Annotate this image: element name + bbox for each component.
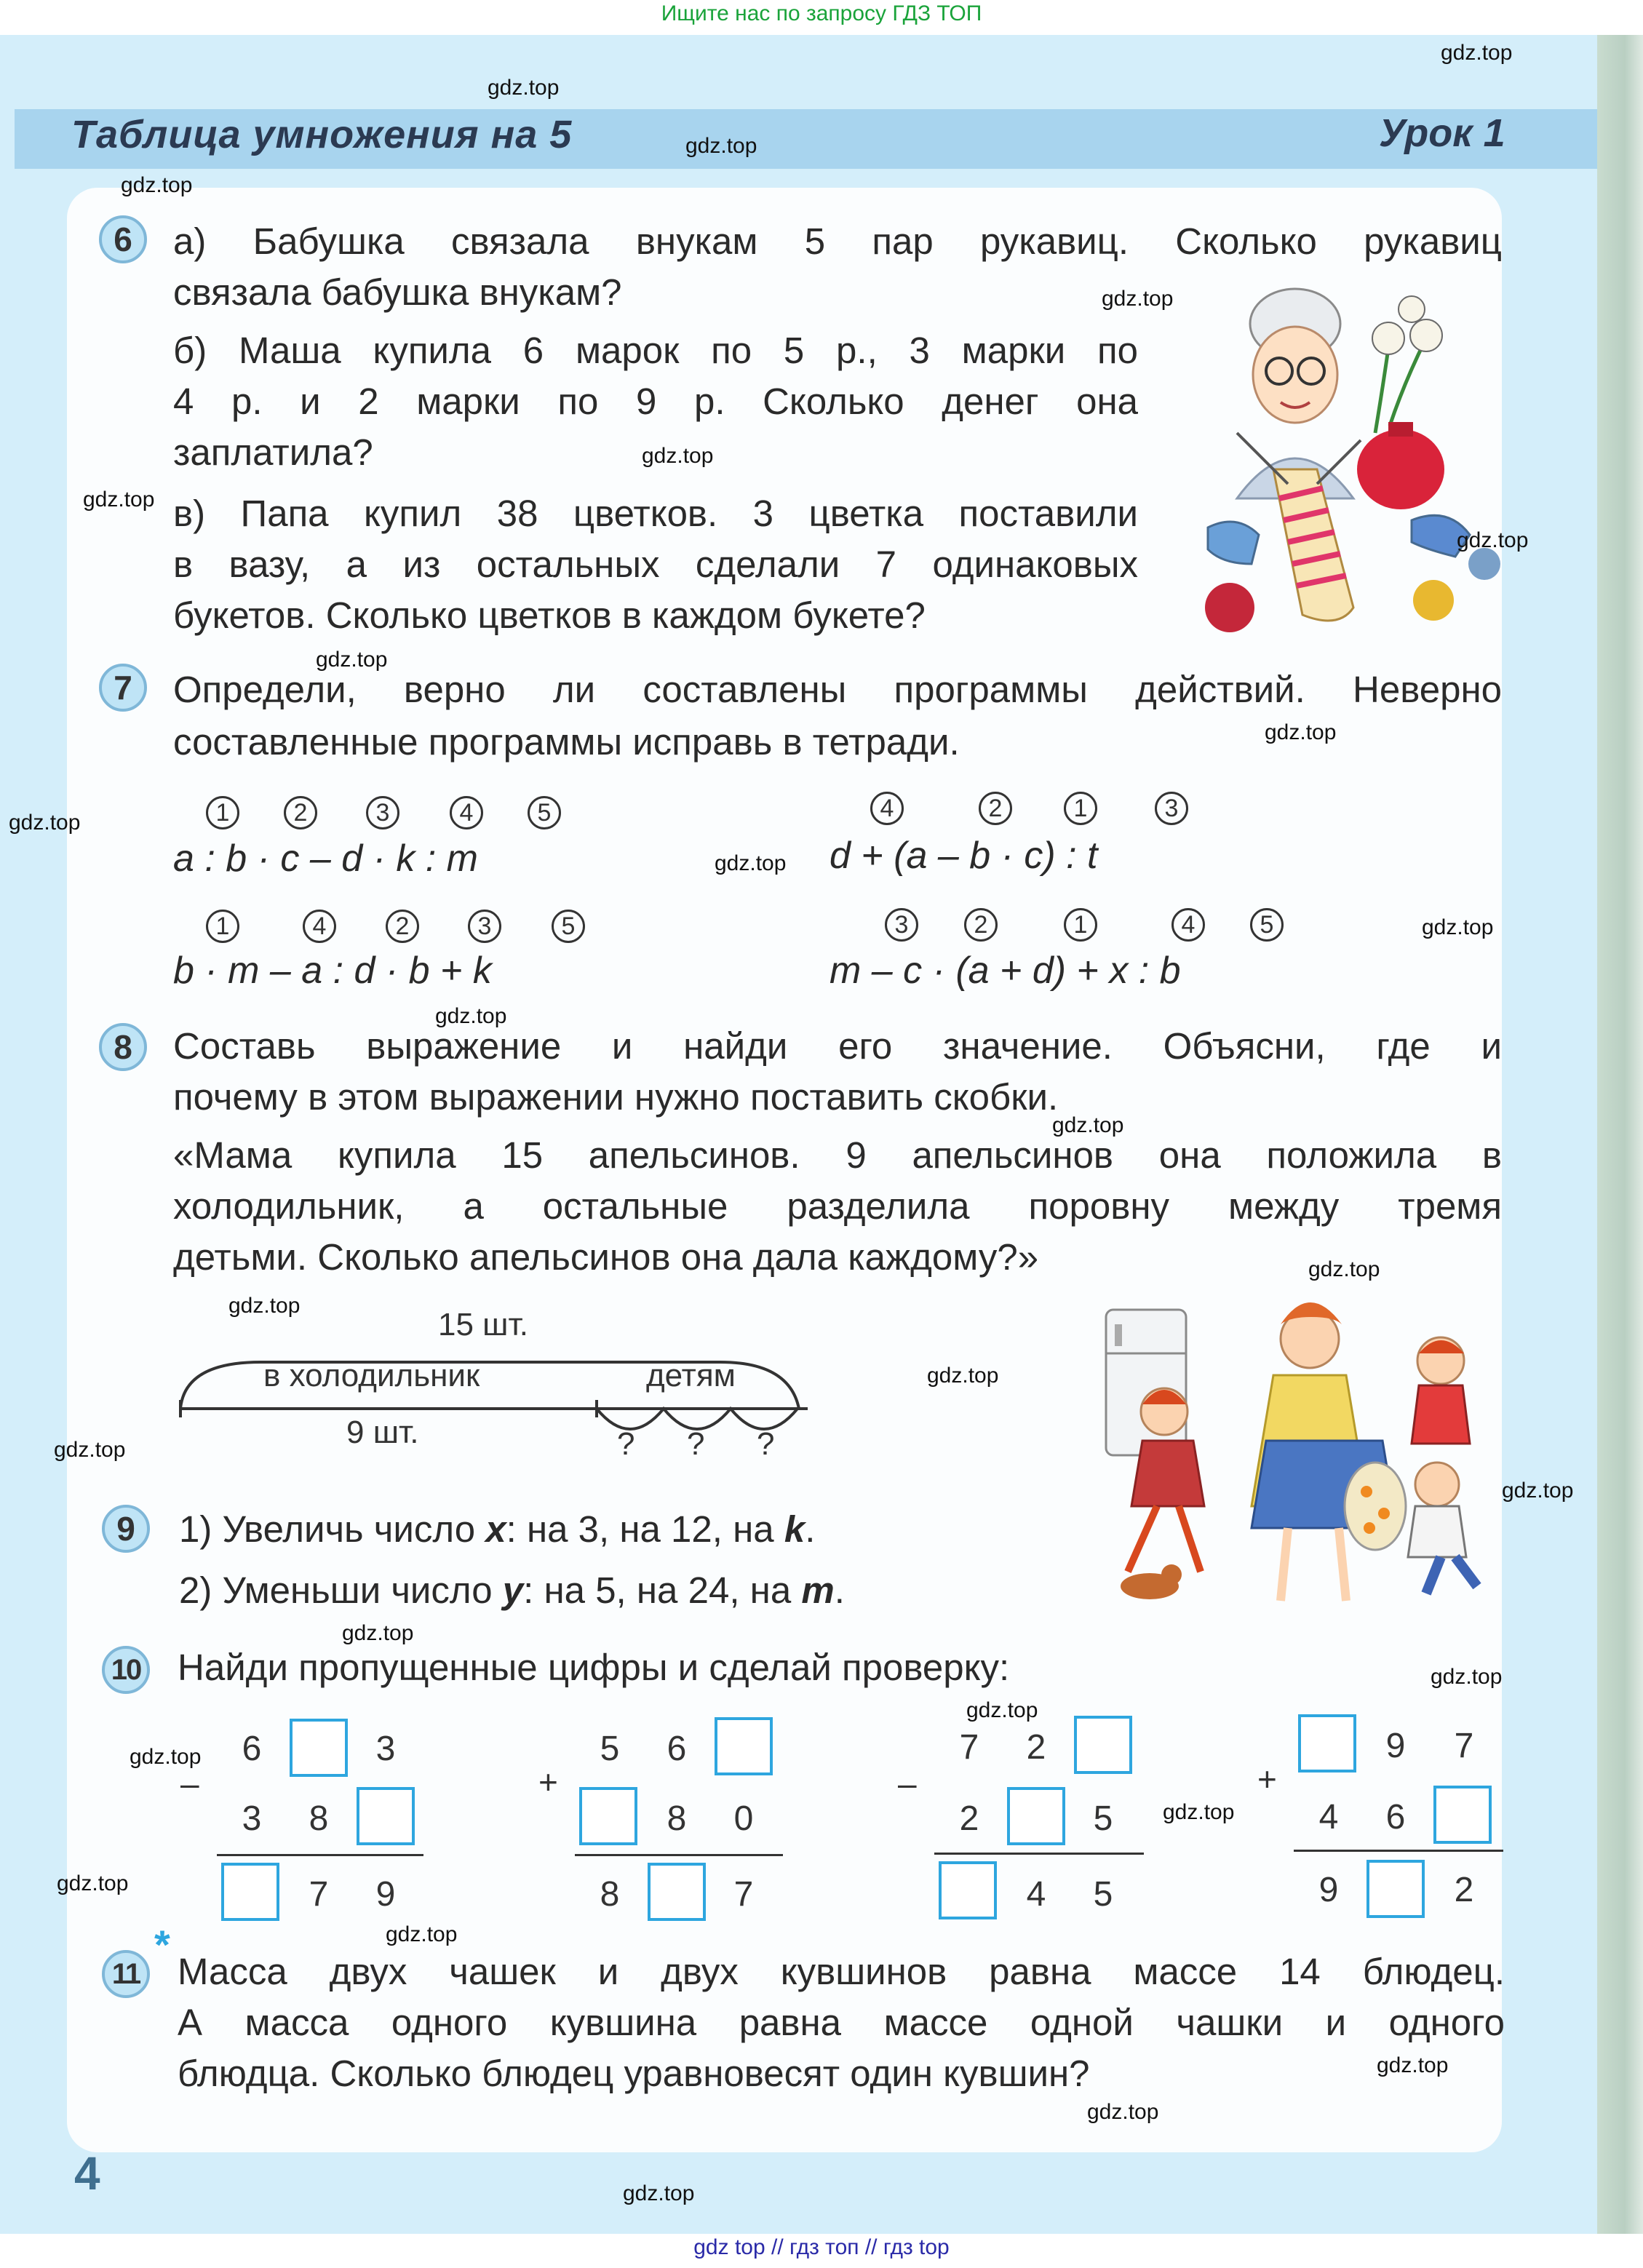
task-7-line2: составленные программы исправь в тетради. [173, 721, 960, 763]
watermark: gdz.top [1502, 1479, 1574, 1503]
task-8-line2: почему в этом выражении нужно поставить скобки. [173, 1076, 1059, 1118]
task-6a-line2: связала бабушка внукам? [173, 271, 622, 313]
task-6b-line1: б) Маша купила 6 марок по 5 р., 3 марки по [173, 330, 1138, 371]
order-marker: 3 [885, 908, 918, 942]
top-note: Ищите нас по запросу ГДЗ ТОП [661, 1, 982, 25]
task-8-quote-line1: «Мама купила 15 апельсинов. 9 апельсинов она положила в [173, 1134, 1502, 1176]
watermark: gdz.top [623, 2181, 695, 2205]
missing-digit-box[interactable] [290, 1719, 348, 1777]
program-expression-4: m – c · (a + d) + x : b [830, 950, 1181, 992]
task-9-line1-text: 1) Увеличь число [179, 1508, 486, 1550]
digit: 7 [309, 1875, 329, 1914]
period: . [805, 1508, 816, 1550]
watermark: gdz.top [1377, 2053, 1449, 2077]
star-mark: * [154, 1922, 170, 1967]
plus-sign: + [538, 1763, 558, 1801]
watermark: gdz.top [228, 1294, 301, 1318]
sum-line [934, 1853, 1144, 1855]
program-expression-3: b · m – a : d · b + k [173, 950, 492, 992]
order-marker: 2 [964, 908, 998, 942]
mother-children-illustration [1099, 1295, 1506, 1615]
missing-digit-box[interactable] [357, 1787, 415, 1845]
order-marker: 1 [1064, 792, 1097, 825]
page-number: 4 [74, 2147, 100, 2200]
watermark: gdz.top [966, 1698, 1038, 1722]
watermark: gdz.top [386, 1922, 458, 1946]
digit: 8 [600, 1875, 620, 1914]
missing-digit-box[interactable] [1074, 1716, 1132, 1774]
digit: 7 [1454, 1727, 1474, 1765]
scheme-question-mark: ? [757, 1426, 775, 1462]
digit: 2 [1026, 1728, 1046, 1767]
watermark: gdz.top [9, 811, 81, 835]
watermark: gdz.top [435, 1004, 507, 1028]
task-9-line1 [179, 1503, 815, 1555]
digit: 8 [309, 1799, 329, 1838]
order-marker: 4 [870, 792, 904, 825]
order-marker: 4 [450, 796, 483, 829]
task-6b-line2: 4 р. и 2 марки по 9 р. Сколько денег она [173, 381, 1138, 422]
grandma-knitting-illustration [1193, 280, 1513, 644]
watermark: gdz.top [1163, 1800, 1235, 1824]
digit: 6 [667, 1730, 687, 1768]
order-marker: 2 [979, 792, 1012, 825]
watermark: gdz.top [642, 444, 714, 468]
watermark: gdz.top [1441, 41, 1513, 65]
watermark: gdz.top [130, 1745, 202, 1769]
task-9-line2-values: : на 5, на 24, на [523, 1569, 802, 1611]
order-marker: 4 [1171, 908, 1205, 942]
task-8-quote-line2: холодильник, а остальные разделила поровну между тремя [173, 1185, 1502, 1227]
missing-digit-box[interactable] [1366, 1860, 1425, 1918]
digit: 2 [959, 1799, 979, 1838]
missing-digit-box[interactable] [1298, 1714, 1356, 1772]
task-9-badge: 9 [102, 1505, 150, 1553]
order-marker: 4 [303, 910, 336, 943]
watermark: gdz.top [488, 76, 560, 100]
page-title: Таблица умножения на 5 [71, 113, 573, 156]
variable-x: x [485, 1508, 506, 1550]
sum-line [575, 1854, 783, 1856]
minus-sign: – [898, 1764, 917, 1802]
watermark: gdz.top [1308, 1257, 1380, 1281]
order-marker: 5 [528, 796, 561, 829]
watermark: gdz.top [121, 173, 193, 197]
digit: 9 [1385, 1727, 1406, 1765]
watermark: gdz.top [1457, 528, 1529, 552]
variable-k: k [784, 1508, 805, 1550]
watermark: gdz.top [1052, 1113, 1124, 1137]
task-11-line3: блюдца. Сколько блюдец уравновесят один кувшин? [178, 2053, 1090, 2094]
task-9-line2-text: 2) Уменьши число [179, 1569, 503, 1611]
digit: 6 [242, 1730, 262, 1768]
missing-digit-box[interactable] [1007, 1787, 1065, 1845]
missing-digit-box[interactable] [715, 1717, 773, 1775]
watermark: gdz.top [1102, 287, 1174, 311]
digit: 4 [1026, 1875, 1046, 1914]
minus-sign: – [180, 1764, 199, 1802]
watermark: gdz.top [342, 1621, 414, 1645]
task-6c-line2: в вазу, а из остальных сделали 7 одинаковых [173, 544, 1138, 585]
digit: 5 [600, 1730, 620, 1768]
bottom-note: gdz top // гдз топ // гдз top [693, 2235, 950, 2259]
task-11-badge: 11 [102, 1950, 150, 1998]
task-6c-line1: в) Папа купил 38 цветков. 3 цветка поставили [173, 493, 1138, 534]
scheme-part2-label: детям [646, 1358, 736, 1393]
order-marker: 3 [468, 910, 501, 943]
order-marker: 2 [284, 796, 317, 829]
order-marker: 1 [206, 910, 239, 943]
digit: 9 [1318, 1871, 1339, 1909]
digit: 7 [733, 1875, 754, 1914]
order-marker: 1 [206, 796, 239, 829]
order-marker: 5 [552, 910, 585, 943]
task-10-text: Найди пропущенные цифры и сделай проверку: [178, 1647, 1010, 1688]
variable-m: m [801, 1569, 835, 1611]
watermark: gdz.top [57, 1871, 129, 1895]
task-6b-line3: заплатила? [173, 431, 373, 473]
plus-sign: + [1257, 1760, 1277, 1798]
digit: 6 [1385, 1798, 1406, 1837]
task-6c-line3: букетов. Сколько цветков в каждом букете? [173, 594, 926, 636]
digit: 9 [375, 1875, 396, 1914]
period: . [834, 1569, 845, 1611]
sum-line [217, 1854, 423, 1856]
watermark: gdz.top [1265, 720, 1337, 744]
task-10-badge: 10 [102, 1646, 150, 1694]
book-spine [1597, 35, 1643, 2234]
task-6a-line1: а) Бабушка связала внукам 5 пар рукавиц. Сколько рукавиц [173, 220, 1502, 262]
task-6-badge: 6 [99, 215, 147, 263]
watermark: gdz.top [685, 134, 757, 158]
task-11-line2: А масса одного кувшина равна массе одной чашки и одного [178, 2002, 1505, 2043]
digit: 7 [959, 1728, 979, 1767]
missing-digit-box[interactable] [939, 1861, 997, 1919]
watermark: gdz.top [1422, 915, 1494, 939]
digit: 5 [1093, 1875, 1113, 1914]
digit: 0 [733, 1799, 754, 1838]
digit: 8 [667, 1799, 687, 1838]
digit: 5 [1093, 1799, 1113, 1838]
missing-digit-box[interactable] [579, 1787, 637, 1845]
task-7-line1: Определи, верно ли составлены программы действий. Неверно [173, 669, 1502, 710]
digit: 3 [242, 1799, 262, 1838]
task-8-line1: Составь выражение и найди его значение. Объясни, где и [173, 1025, 1502, 1067]
order-marker: 5 [1250, 908, 1284, 942]
program-expression-1: a : b · c – d · k : m [173, 837, 478, 880]
watermark: gdz.top [715, 851, 787, 875]
task-8-badge: 8 [99, 1023, 147, 1071]
watermark: gdz.top [54, 1438, 126, 1462]
order-marker: 3 [1155, 792, 1188, 825]
digit: 3 [375, 1730, 396, 1768]
program-expression-2: d + (a – b · c) : t [830, 835, 1098, 877]
scheme-part1-label: в холодильник [263, 1358, 480, 1393]
task-7-badge: 7 [99, 664, 147, 712]
task-9-line2 [179, 1564, 845, 1616]
order-marker: 2 [386, 910, 419, 943]
scheme-question-mark: ? [687, 1426, 705, 1462]
missing-digit-box[interactable] [221, 1863, 279, 1921]
watermark: gdz.top [927, 1364, 999, 1388]
task-8-quote-line3: детьми. Сколько апельсинов она дала каждому?» [173, 1236, 1039, 1278]
order-marker: 3 [366, 796, 399, 829]
missing-digit-box[interactable] [648, 1863, 706, 1921]
scheme-total-label: 15 шт. [438, 1307, 528, 1342]
lesson-label: Урок 1 [1379, 111, 1505, 155]
task-11-line1: Масса двух чашек и двух кувшинов равна массе 14 блюдец. [178, 1951, 1505, 1992]
order-marker: 1 [1064, 908, 1097, 942]
scheme-part1-count: 9 шт. [346, 1414, 419, 1450]
scheme-question-mark: ? [617, 1426, 635, 1462]
sum-line [1294, 1850, 1503, 1852]
watermark: gdz.top [316, 648, 388, 672]
watermark: gdz.top [1431, 1665, 1503, 1689]
task-9-line1-values: : на 3, на 12, на [506, 1508, 784, 1550]
watermark: gdz.top [83, 488, 155, 512]
missing-digit-box[interactable] [1433, 1786, 1492, 1844]
watermark: gdz.top [1087, 2100, 1159, 2124]
variable-y: y [502, 1569, 524, 1611]
digit: 4 [1318, 1798, 1339, 1837]
digit: 2 [1454, 1871, 1474, 1909]
